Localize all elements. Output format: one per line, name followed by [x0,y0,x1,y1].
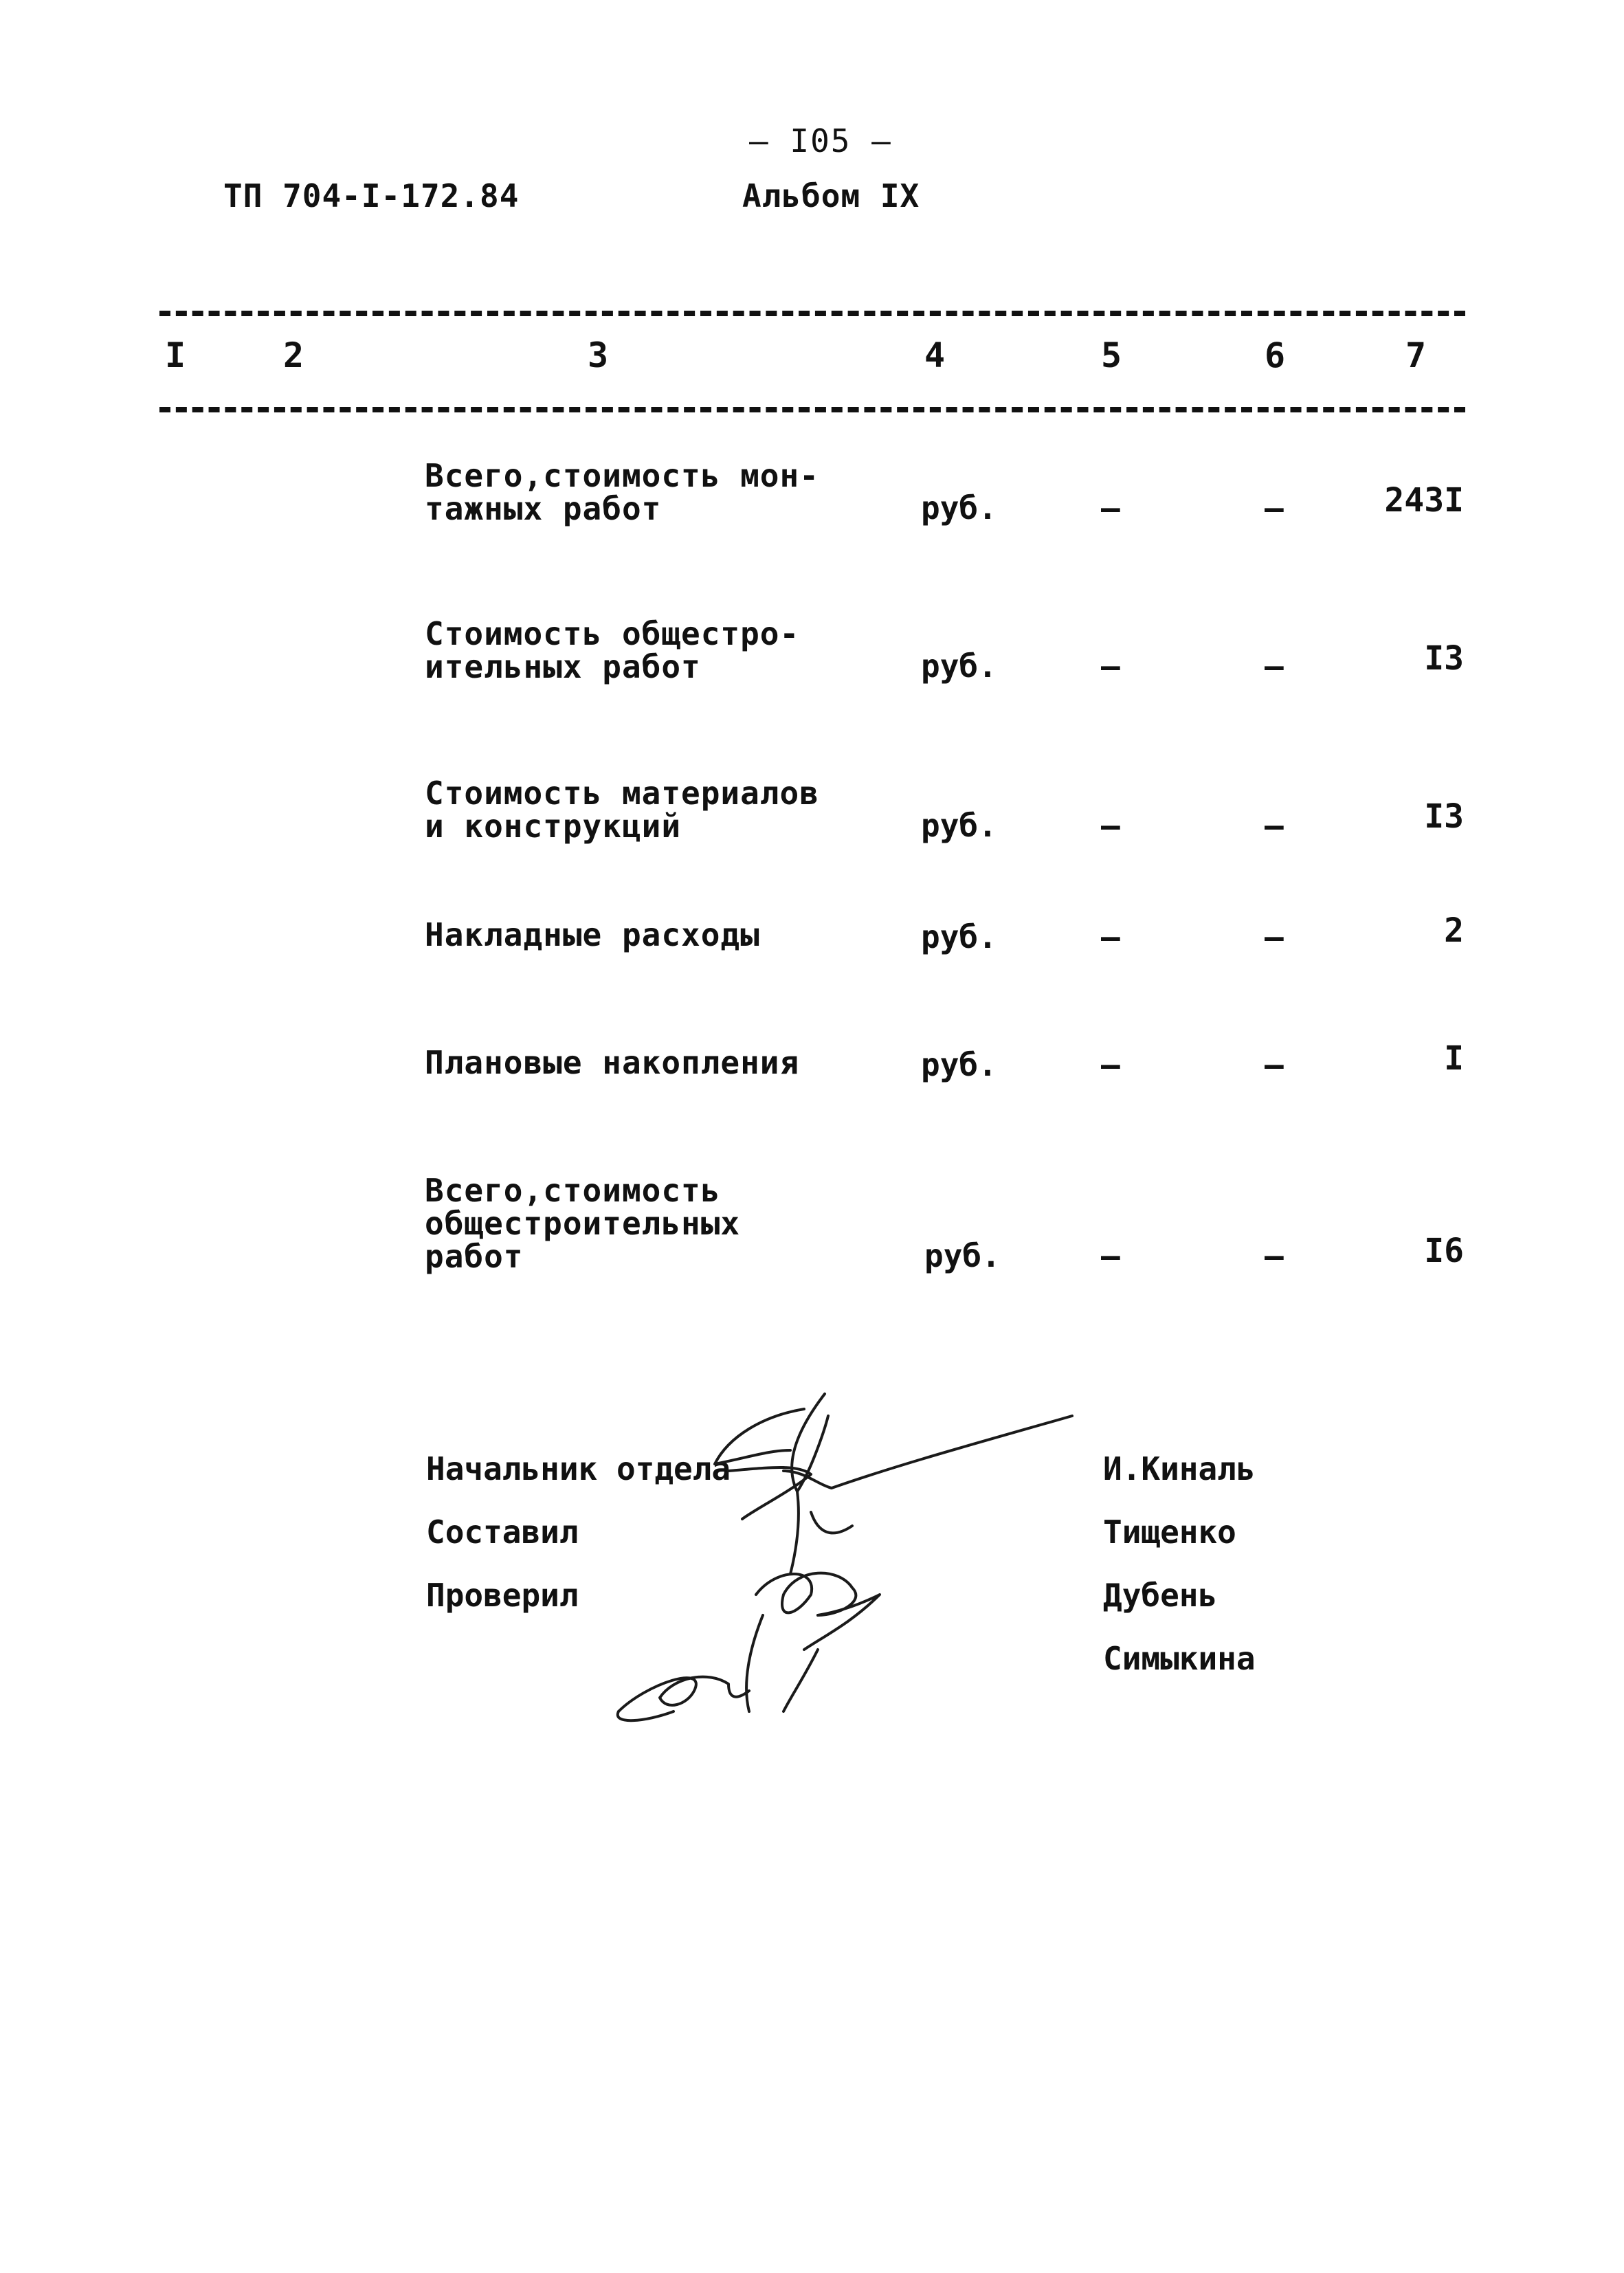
dash-cell: – [1265,1237,1284,1274]
column-header-4: 4 [924,335,946,375]
album-label: Альбом IX [742,177,920,214]
dash-cell: – [1265,489,1284,526]
unit-cell: руб. [921,647,997,685]
table-row-label: Всего,стоимость общестроительных работ [425,1172,741,1275]
signature-name-1: И.Киналь [1103,1450,1256,1487]
signature-role-compiled: Составил [426,1514,579,1551]
signature-name-2: Тищенко [1103,1514,1236,1551]
column-header-2: 2 [283,335,304,375]
column-header-1: I [165,335,186,375]
table-row-label: Плановые накопления [425,1044,800,1081]
value-cell: I3 [1424,797,1464,836]
column-header-3: 3 [588,335,609,375]
column-header-5: 5 [1101,335,1122,375]
column-header-7: 7 [1405,335,1427,375]
table-row-label: Стоимость материалов и конструкций [425,775,819,845]
signature-name-4: Симыкина [1103,1640,1256,1677]
dash-cell: – [1101,647,1120,685]
dash-cell: – [1265,918,1284,955]
dash-cell: – [1265,647,1284,685]
unit-cell: руб. [921,1046,997,1083]
unit-cell: руб. [921,918,997,955]
dash-cell: – [1101,807,1120,844]
document-code: ТП 704-I-172.84 [223,177,520,214]
table-row-label: Стоимость общестро- ительных работ [425,615,800,685]
dash-cell: – [1265,1046,1284,1083]
table-header-rule [159,407,1465,412]
table-row-label: Всего,стоимость мон- тажных работ [425,457,819,527]
signature-role-head: Начальник отдела [426,1450,731,1487]
unit-cell: руб. [924,1237,1001,1274]
value-cell: I [1444,1039,1464,1078]
dash-cell: – [1101,1046,1120,1083]
dash-cell: – [1101,918,1120,955]
table-top-rule [159,311,1465,316]
column-header-6: 6 [1265,335,1286,375]
page-number: – I05 – [749,122,892,159]
signature-role-checked: Проверил [426,1577,579,1614]
value-cell: I3 [1424,639,1464,678]
handwritten-signatures [591,1388,1113,1746]
value-cell: 243I [1384,481,1464,520]
dash-cell: – [1265,807,1284,844]
value-cell: I6 [1424,1232,1464,1270]
value-cell: 2 [1444,911,1464,950]
signature-name-3: Дубень [1103,1577,1218,1614]
unit-cell: руб. [921,489,997,526]
table-row-label: Накладные расходы [425,916,760,953]
dash-cell: – [1101,1237,1120,1274]
unit-cell: руб. [921,807,997,844]
dash-cell: – [1101,489,1120,526]
